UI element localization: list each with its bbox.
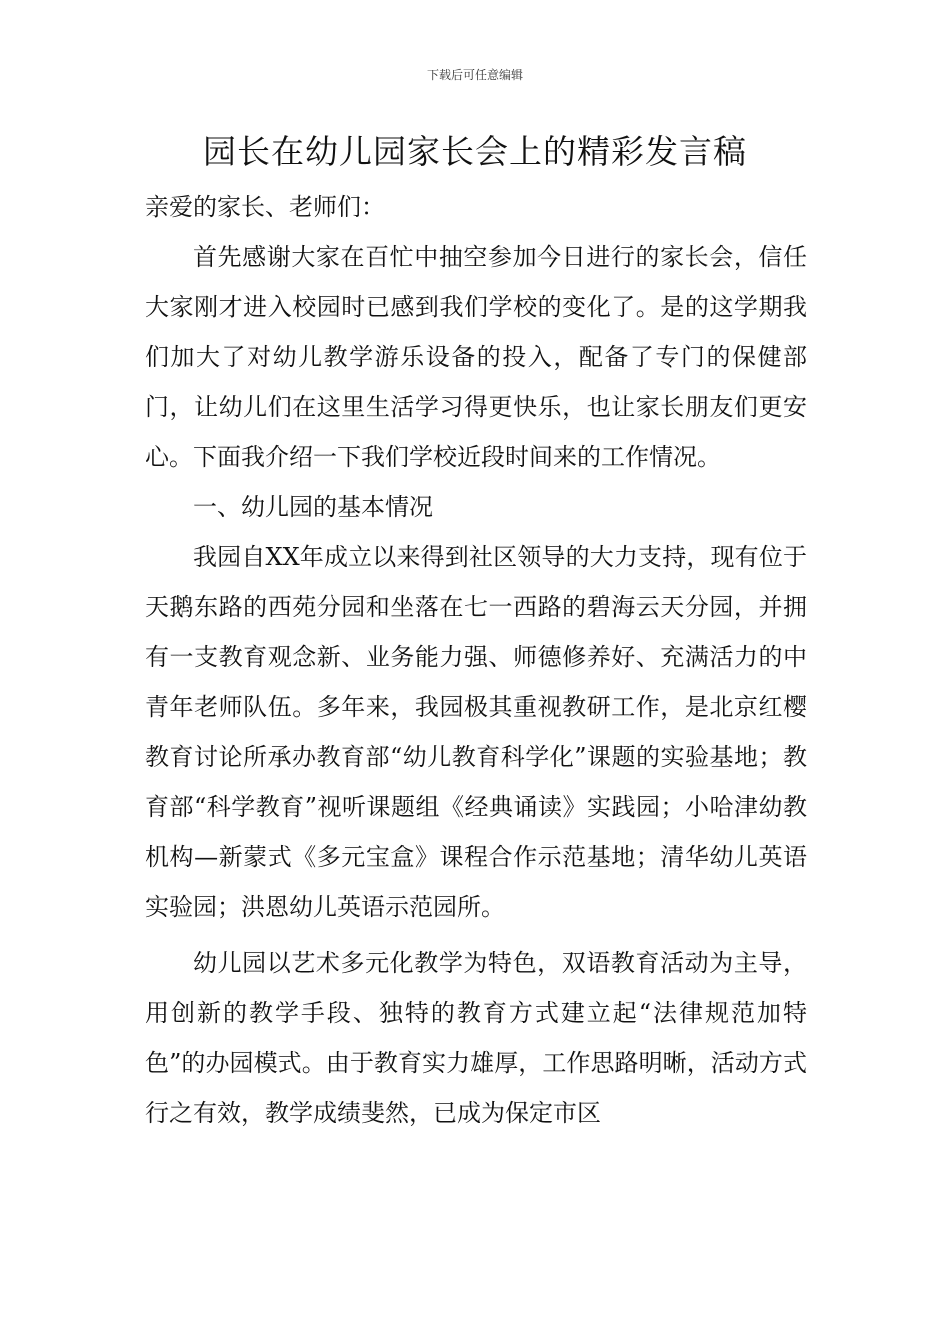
document-title: 园长在幼儿园家长会上的精彩发言稿: [203, 132, 747, 171]
salutation: 亲爱的家长、老师们：: [145, 193, 385, 221]
paragraph-features: 幼儿园以艺术多元化教学为特色，双语教育活动为主导，用创新的教学手段、独特的教育方式建立起“法律规范加特色”的办园模式。由于教育实力雄厚，工作思路明晰，活动方式行之有效，教学成绩斐然，已成为保定市区: [145, 949, 807, 1127]
section-heading: 一、幼儿园的基本情况: [193, 493, 433, 521]
header-note: 下载后可任意编辑: [426, 68, 523, 82]
paragraph-intro: 首先感谢大家在百忙中抽空参加今日进行的家长会，信任大家刚才进入校园时已感到我们学校的变化了。是的这学期我们加大了对幼儿教学游乐设备的投入，配备了专门的保健部门，让幼儿们在这里生活学习得更快乐，也让家长朋友们更安心。下面我介绍一下我们学校近段时间来的工作情况。: [145, 243, 807, 471]
document-body: [145, 182, 807, 1138]
paragraph-basic-info: 我园自XX年成立以来得到社区领导的大力支持，现有位于天鹅东路的西苑分园和坐落在七一西路的碧海云天分园，并拥有一支教育观念新、业务能力强、师德修养好、充满活力的中青年老师队伍。多年来，我园极其重视教研工作，是北京红樱教育讨论所承办教育部“幼儿教育科学化”课题的实验基地；教育部“科学教育”视听课题组《经典诵读》实践园；小哈津幼教机构—新蒙式《多元宝盒》课程合作示范基地；清华幼儿英语实验园；洪恩幼儿英语示范园所。: [145, 543, 807, 921]
